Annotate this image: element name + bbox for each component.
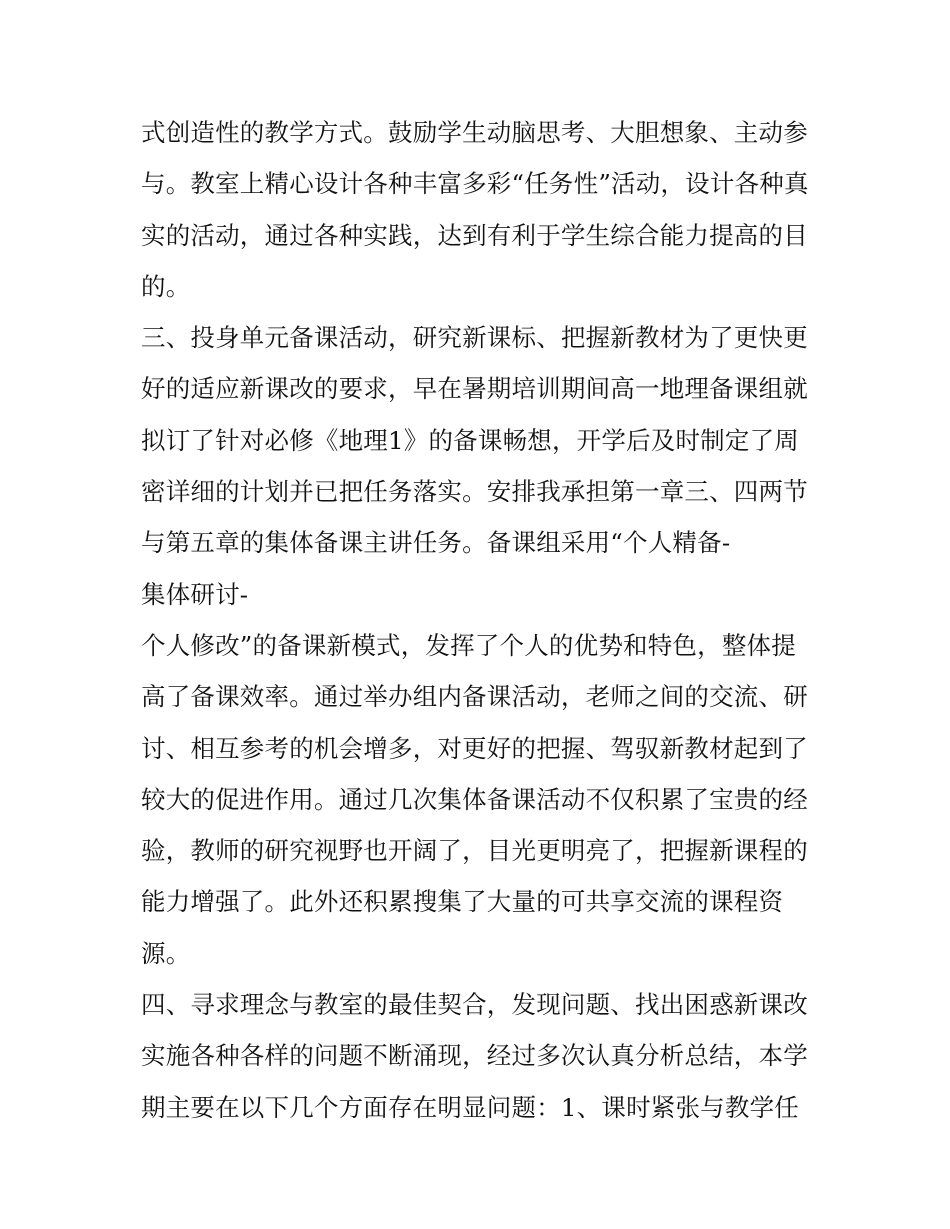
text-line-3: 实的活动，通过各种实践，达到有利于学生综合能力提高的目 — [141, 220, 808, 250]
text-line-15: 验，教师的研究视野也开阔了，目光更明亮了，把握新课程的 — [141, 836, 808, 866]
text-line-4: 的。 — [141, 271, 191, 301]
text-line-19: 实施各种各样的问题不断涌现，经过多次认真分析总结，本学 — [141, 1041, 808, 1071]
text-line-14: 较大的促进作用。通过几次集体备课活动不仅积累了宝贵的经 — [141, 784, 808, 814]
text-line-8: 密详细的计划并已把任务落实。安排我承担第一章三、四两节 — [141, 477, 808, 507]
text-line-18: 四、寻求理念与教室的最佳契合，发现问题、找出困惑新课改 — [141, 990, 808, 1020]
text-line-7: 拟订了针对必修《地理1》的备课畅想，开学后及时制定了周 — [141, 425, 799, 455]
text-line-16: 能力增强了。此外还积累搜集了大量的可共享交流的课程资 — [141, 887, 784, 917]
text-line-11: 个人修改”的备课新模式，发挥了个人的优势和特色，整体提 — [141, 630, 796, 660]
text-line-13: 讨、相互参考的机会增多，对更好的把握、驾驭新教材起到了 — [141, 733, 808, 763]
text-line-9: 与第五章的集体备课主讲任务。备课组采用“个人精备- — [141, 528, 731, 558]
text-line-2: 与。教室上精心设计各种丰富多彩“任务性”活动，设计各种真 — [141, 169, 809, 199]
text-line-6: 好的适应新课改的要求，早在暑期培训期间高一地理备课组就 — [141, 374, 808, 404]
text-line-1: 式创造性的教学方式。鼓励学生动脑思考、大胆想象、主动参 — [141, 118, 808, 147]
text-line-5: 三、投身单元备课活动，研究新课标、把握新教材为了更快更 — [141, 323, 808, 353]
text-line-17: 源。 — [141, 938, 191, 968]
text-line-10: 集体研讨- — [141, 579, 249, 609]
text-line-12: 高了备课效率。通过举办组内备课活动，老师之间的交流、研 — [141, 682, 808, 712]
text-line-20: 期主要在以下几个方面存在明显问题：1、课时紧张与教学任 — [141, 1092, 799, 1122]
body-text — [141, 107, 821, 1133]
